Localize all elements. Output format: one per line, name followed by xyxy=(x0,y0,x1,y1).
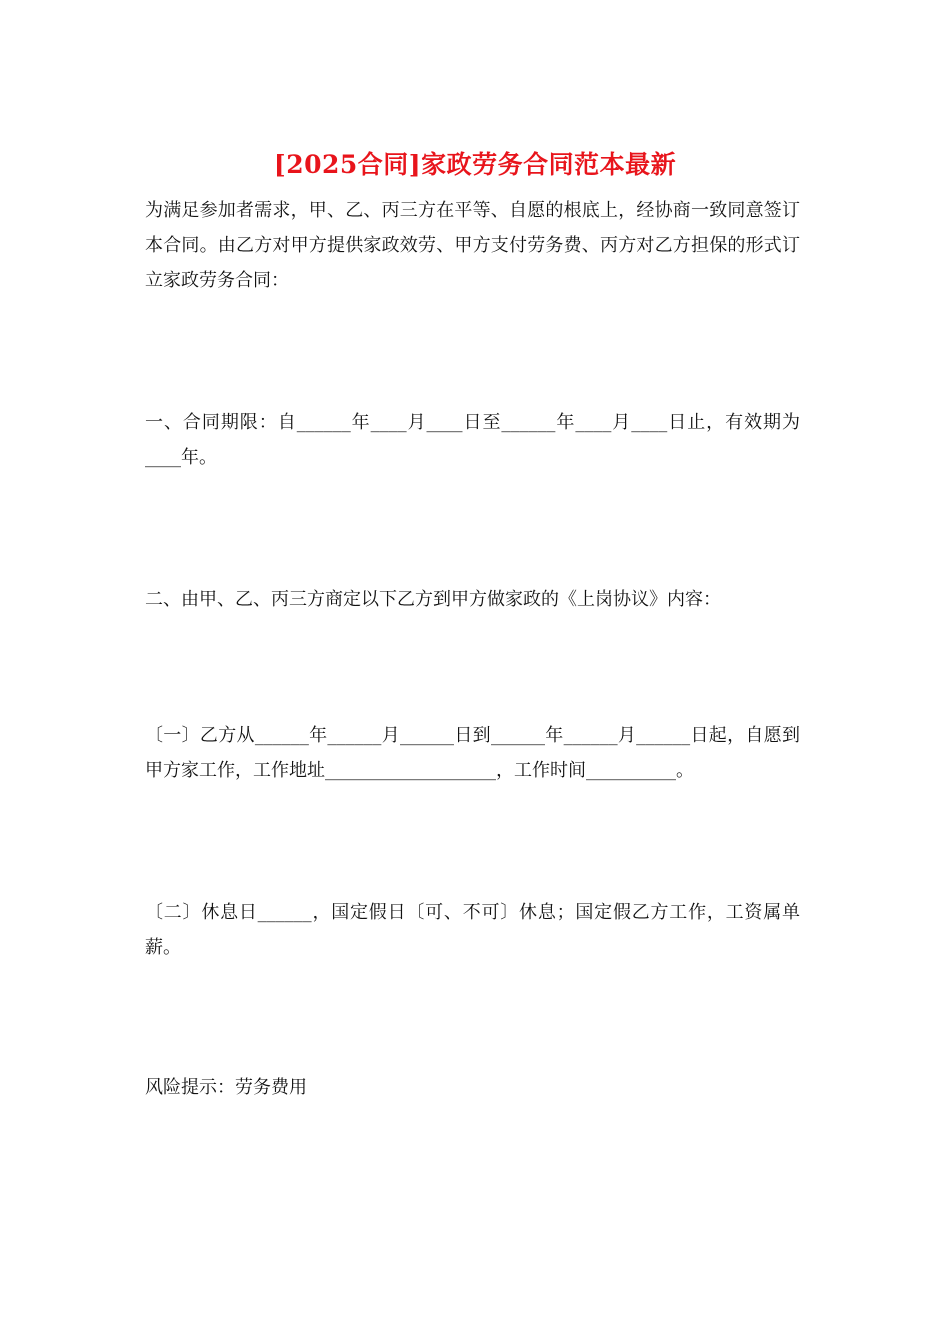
item-one-paragraph: 〔一〕乙方从______年______月______日到______年______月______日起，自愿到甲方家工作，工作地址___________________，工作时间__________。 xyxy=(145,725,800,781)
risk-notice-paragraph: 风险提示：劳务费用 xyxy=(145,1077,307,1098)
clause-two-paragraph: 二、由甲、乙、丙三方商定以下乙方到甲方做家政的《上岗协议》内容： xyxy=(145,589,721,610)
intro-paragraph: 为满足参加者需求，甲、乙、丙三方在平等、自愿的根底上，经协商一致同意签订本合同。由乙方对甲方提供家政效劳、甲方支付劳务费、丙方对乙方担保的形式订立家政劳务合同： xyxy=(145,200,800,291)
item-two-paragraph: 〔二〕休息日______，国定假日〔可、不可〕休息；国定假乙方工作，工资属单薪。 xyxy=(145,902,800,958)
contract-term-paragraph: 一、合同期限：自______年____月____日至______年____月____日止，有效期为____年。 xyxy=(145,412,800,468)
document-title: [2025合同]家政劳务合同范本最新 xyxy=(273,150,677,179)
